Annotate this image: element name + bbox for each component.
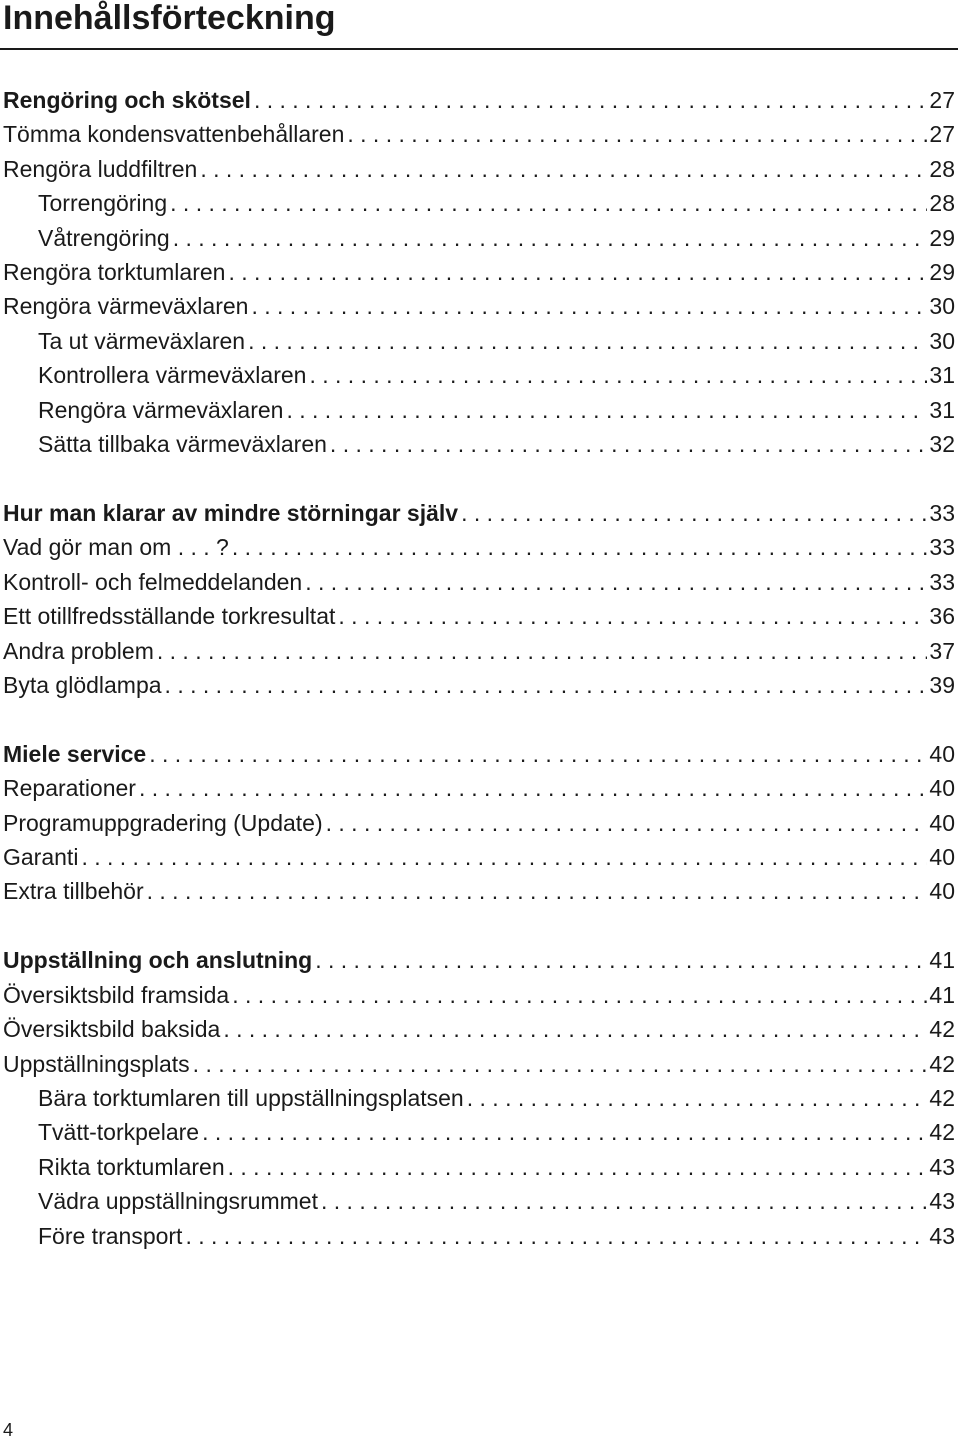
toc-entry-label: Översiktsbild baksida [3,1016,221,1042]
toc-entry-page: 40 [929,810,955,836]
toc-entry-page: 30 [929,328,955,354]
toc-entry[interactable] [3,978,955,1012]
toc-entry-page: 29 [929,259,955,285]
toc-entry[interactable] [3,1012,955,1046]
toc-entry-label: Garanti [3,844,79,870]
toc-entry-label: Tvätt-torkpelare [38,1119,200,1145]
dot-leader [347,117,927,151]
dot-leader [467,1081,928,1115]
toc-entry-page: 33 [929,500,955,526]
toc-entry-page: 33 [929,569,955,595]
toc-entry-label: Sätta tillbaka värmeväxlaren [38,431,327,457]
page-number: 4 [3,1420,14,1440]
dot-leader [461,496,927,530]
dot-leader [305,565,927,599]
toc-entry-label: Uppställning och anslutning [3,947,313,973]
dot-leader [309,358,927,392]
toc-entry-page: 27 [929,87,955,113]
toc-entry-label: Hur man klarar av mindre störningar själv [3,500,459,526]
toc-entry[interactable] [38,186,955,220]
toc-entry-label: Uppställningsplats [3,1051,190,1077]
toc-entry-page: 31 [929,397,955,423]
dot-leader [321,1184,927,1218]
toc-entry-page: 40 [929,775,955,801]
toc-entry-label: Ett otillfredsställande torkresultat [3,603,336,629]
toc-entry-label: Tömma kondensvattenbehållaren [3,121,345,147]
toc-entry-page: 37 [929,638,955,664]
toc-entry[interactable] [3,152,955,186]
toc-entry[interactable] [3,840,955,874]
toc-entry-label: Extra tillbehör [3,878,144,904]
toc-entry-page: 41 [929,947,955,973]
toc-entry-label: Kontrollera värmeväxlaren [38,362,307,388]
toc-entry-label: Torrengöring [38,190,168,216]
page-title: Innehållsförteckning [3,0,336,37]
toc-entry-page: 43 [929,1154,955,1180]
toc-entry-page: 27 [929,121,955,147]
toc-entry-label: Rengöra torktumlaren [3,259,226,285]
toc-entry[interactable] [3,874,955,908]
dot-leader [173,221,928,255]
dot-leader [254,83,927,117]
toc-entry[interactable] [3,117,955,151]
toc-entry-page: 32 [929,431,955,457]
toc-entry-page: 30 [929,293,955,319]
dot-leader [251,289,927,323]
toc-entry[interactable] [3,771,955,805]
dot-leader [165,668,928,702]
toc-entry-page: 40 [929,741,955,767]
dot-leader [200,152,927,186]
toc-entry-page: 43 [929,1188,955,1214]
dot-leader [228,255,927,289]
toc-entry[interactable] [38,324,955,358]
toc-entry[interactable] [3,289,955,323]
toc-entry-label: Programuppgradering (Update) [3,810,323,836]
dot-leader [193,1047,928,1081]
dot-leader [338,599,927,633]
toc-entry[interactable] [3,565,955,599]
toc-section-heading[interactable] [3,83,955,117]
toc-entry-label: Före transport [38,1223,183,1249]
toc-entry-page: 39 [929,672,955,698]
toc-entry-page: 29 [929,225,955,251]
toc-entry[interactable] [38,1184,955,1218]
toc-entry[interactable] [3,599,955,633]
toc-entry-label: Bära torktumlaren till uppställningsplatsen [38,1085,464,1111]
toc-entry-page: 40 [929,844,955,870]
toc-entry[interactable] [3,530,955,564]
toc-entry[interactable] [38,1219,955,1253]
dot-leader [232,978,927,1012]
toc-entry[interactable] [38,427,955,461]
toc-entry[interactable] [3,806,955,840]
dot-leader [315,943,927,977]
dot-leader [248,324,927,358]
toc-entry-label: Vad gör man om . . . ? [3,534,229,560]
dot-leader [223,1012,927,1046]
toc-entry-page: 42 [929,1016,955,1042]
dot-leader [170,186,927,220]
toc-entry-page: 43 [929,1223,955,1249]
dot-leader [202,1115,927,1149]
toc-entry[interactable] [38,358,955,392]
toc-entry[interactable] [3,668,955,702]
toc-entry-label: Miele service [3,741,147,767]
dot-leader [185,1219,927,1253]
toc-entry-page: 36 [929,603,955,629]
toc-entry-label: Rengöra värmeväxlaren [3,293,249,319]
toc-entry[interactable] [38,1150,955,1184]
dot-leader [81,840,927,874]
dot-leader [139,771,927,805]
toc-section-heading[interactable] [3,737,955,771]
toc-entry[interactable] [3,1047,955,1081]
toc-entry-label: Våtrengöring [38,225,170,251]
dot-leader [157,634,928,668]
toc-entry[interactable] [38,393,955,427]
toc-section-heading[interactable] [3,496,955,530]
toc-entry-page: 40 [929,878,955,904]
toc-entry-label: Kontroll- och felmeddelanden [3,569,303,595]
toc-entry-label: Reparationer [3,775,136,801]
toc-entry-label: Rikta torktumlaren [38,1154,225,1180]
toc-entry[interactable] [38,1081,955,1115]
dot-leader [147,874,928,908]
toc-entry-page: 31 [929,362,955,388]
toc-entry-page: 28 [929,156,955,182]
dot-leader [286,393,927,427]
toc-entry-page: 42 [929,1119,955,1145]
toc-entry-label: Översiktsbild framsida [3,982,230,1008]
toc-entry-label: Rengöra värmeväxlaren [38,397,284,423]
dot-leader [326,806,928,840]
dot-leader [330,427,927,461]
toc-section-heading[interactable] [3,943,955,977]
title-divider [0,48,958,50]
toc-entry-page: 41 [929,982,955,1008]
dot-leader [228,1150,928,1184]
toc-entry-label: Rengöra luddfiltren [3,156,198,182]
toc-entry[interactable] [38,1115,955,1149]
toc-entry-page: 42 [929,1051,955,1077]
toc-entry-label: Vädra uppställningsrummet [38,1188,318,1214]
toc-entry-page: 42 [929,1085,955,1111]
toc-entry[interactable] [3,255,955,289]
dot-leader [149,737,927,771]
toc-entry-page: 28 [929,190,955,216]
toc-entry[interactable] [38,221,955,255]
toc-entry-label: Andra problem [3,638,154,664]
toc-entry[interactable] [3,634,955,668]
toc-entry-label: Byta glödlampa [3,672,162,698]
toc-entry-label: Rengöring och skötsel [3,87,251,113]
toc-entry-label: Ta ut värmeväxlaren [38,328,246,354]
dot-leader [232,530,928,564]
toc-entry-page: 33 [929,534,955,560]
